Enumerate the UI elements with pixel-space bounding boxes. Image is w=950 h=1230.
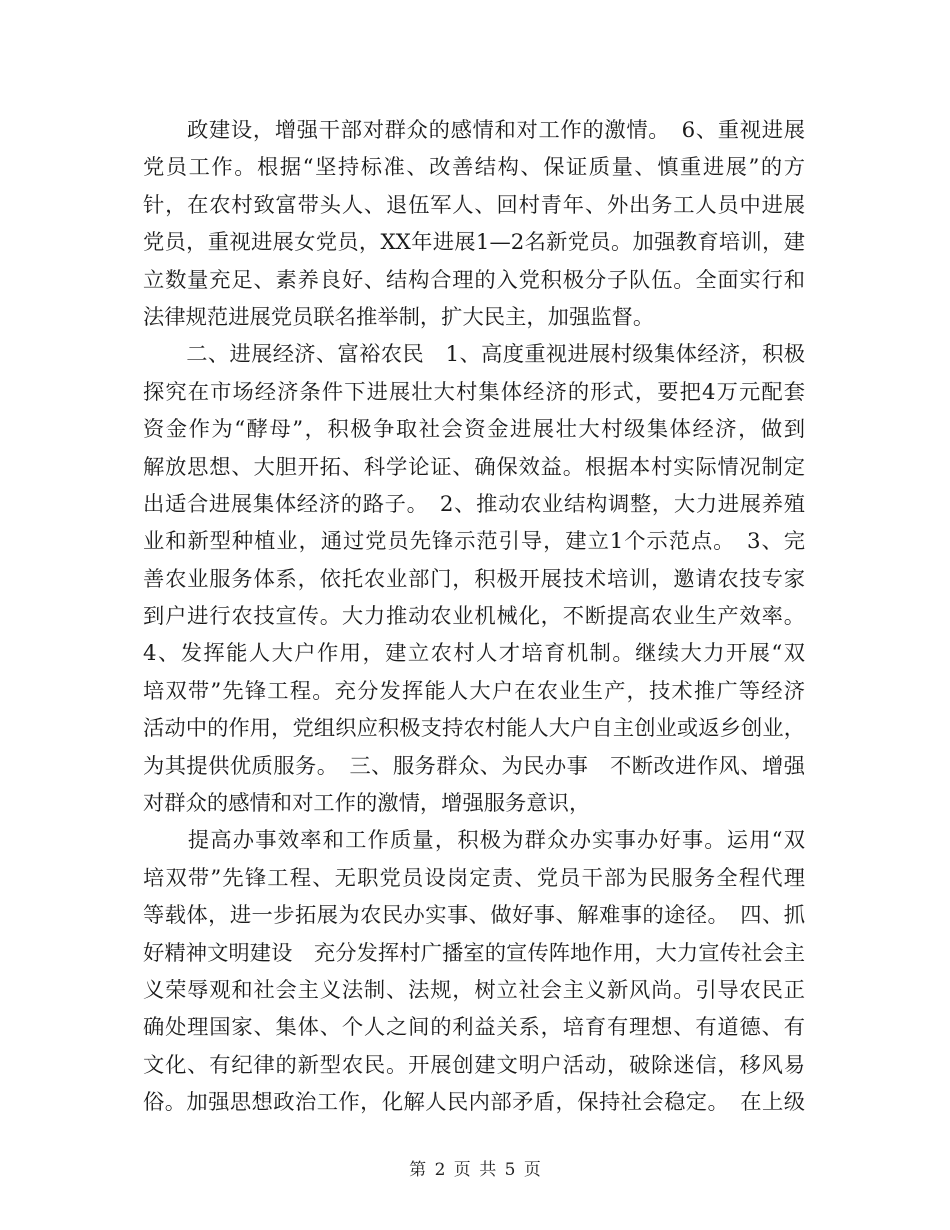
text-line: 二、进展经济、富裕农民 1、高度重视进展村级集体经济，积极 [143,342,805,368]
text-line: 培双带”先锋工程、无职党员设岗定责、党员干部为民服务全程代理 [143,865,805,891]
text-line: 资金作为“酵母”，积极争取社会资金进展壮大村级集体经济，做到 [143,417,805,443]
text-line: 到户进行农技宣传。大力推动农业机械化，不断提高农业生产效率。 [143,604,805,630]
text-line: 好精神文明建设 充分发挥村广播室的宣传阵地作用，大力宣传社会主 [143,940,805,966]
text-line: 业和新型种植业，通过党员先锋示范引导，建立1个示范点。 3、完 [143,529,805,555]
text-line: 义荣辱观和社会主义法制、法规，树立社会主义新风尚。引导农民正 [143,977,805,1003]
text-line: 党员工作。根据“坚持标准、改善结构、保证质量、慎重进展”的方 [143,155,805,181]
text-line: 针，在农村致富带头人、退伍军人、回村青年、外出务工人员中进展 [143,192,805,218]
text-line: 善农业服务体系，依托农业部门，积极开展技术培训，邀请农技专家 [143,566,805,592]
text-line: 4、发挥能人大户作用，建立农村人才培育机制。继续大力开展“双 [143,641,805,667]
text-line: 培双带”先锋工程。充分发挥能人大户在农业生产，技术推广等经济 [143,678,805,704]
text-line: 政建设，增强干部对群众的感情和对工作的激情。 6、重视进展 [143,118,805,143]
text-line: 等载体，进一步拓展为农民办实事、做好事、解难事的途径。 四、抓 [143,903,805,929]
text-line: 党员，重视进展女党员，XX年进展1—2名新党员。加强教育培训，建 [143,230,805,256]
text-line: 解放思想、大胆开拓、科学论证、确保效益。根据本村实际情况制定 [143,454,805,480]
text-line: 探究在市场经济条件下进展壮大村集体经济的形式，要把4万元配套 [143,379,805,405]
text-line: 对群众的感情和对工作的激情，增强服务意识， [143,791,591,817]
page-footer: 第 2 页 共 5 页 [409,1160,541,1180]
text-line: 确处理国家、集体、个人之间的利益关系，培育有理想、有道德、有 [143,1015,805,1041]
text-line: 法律规范进展党员联名推举制，扩大民主，加强监督。 [143,304,655,330]
body-text [143,112,805,1122]
text-line: 提高办事效率和工作质量，积极为群众办实事办好事。运用“双 [143,828,805,854]
text-line: 为其提供优质服务。 三、服务群众、为民办事 不断改进作风、增强 [143,753,805,779]
text-line: 出适合进展集体经济的路子。 2、推动农业结构调整，大力进展养殖 [143,491,805,517]
text-line: 活动中的作用，党组织应积极支持农村能人大户自主创业或返乡创业， [143,716,805,742]
text-line: 文化、有纪律的新型农民。开展创建文明户活动，破除迷信，移风易 [143,1052,805,1078]
text-line: 俗。加强思想政治工作，化解人民内部矛盾，保持社会稳定。 在上级 [143,1090,805,1116]
text-line: 立数量充足、素养良好、结构合理的入党积极分子队伍。全面实行和 [143,267,805,293]
